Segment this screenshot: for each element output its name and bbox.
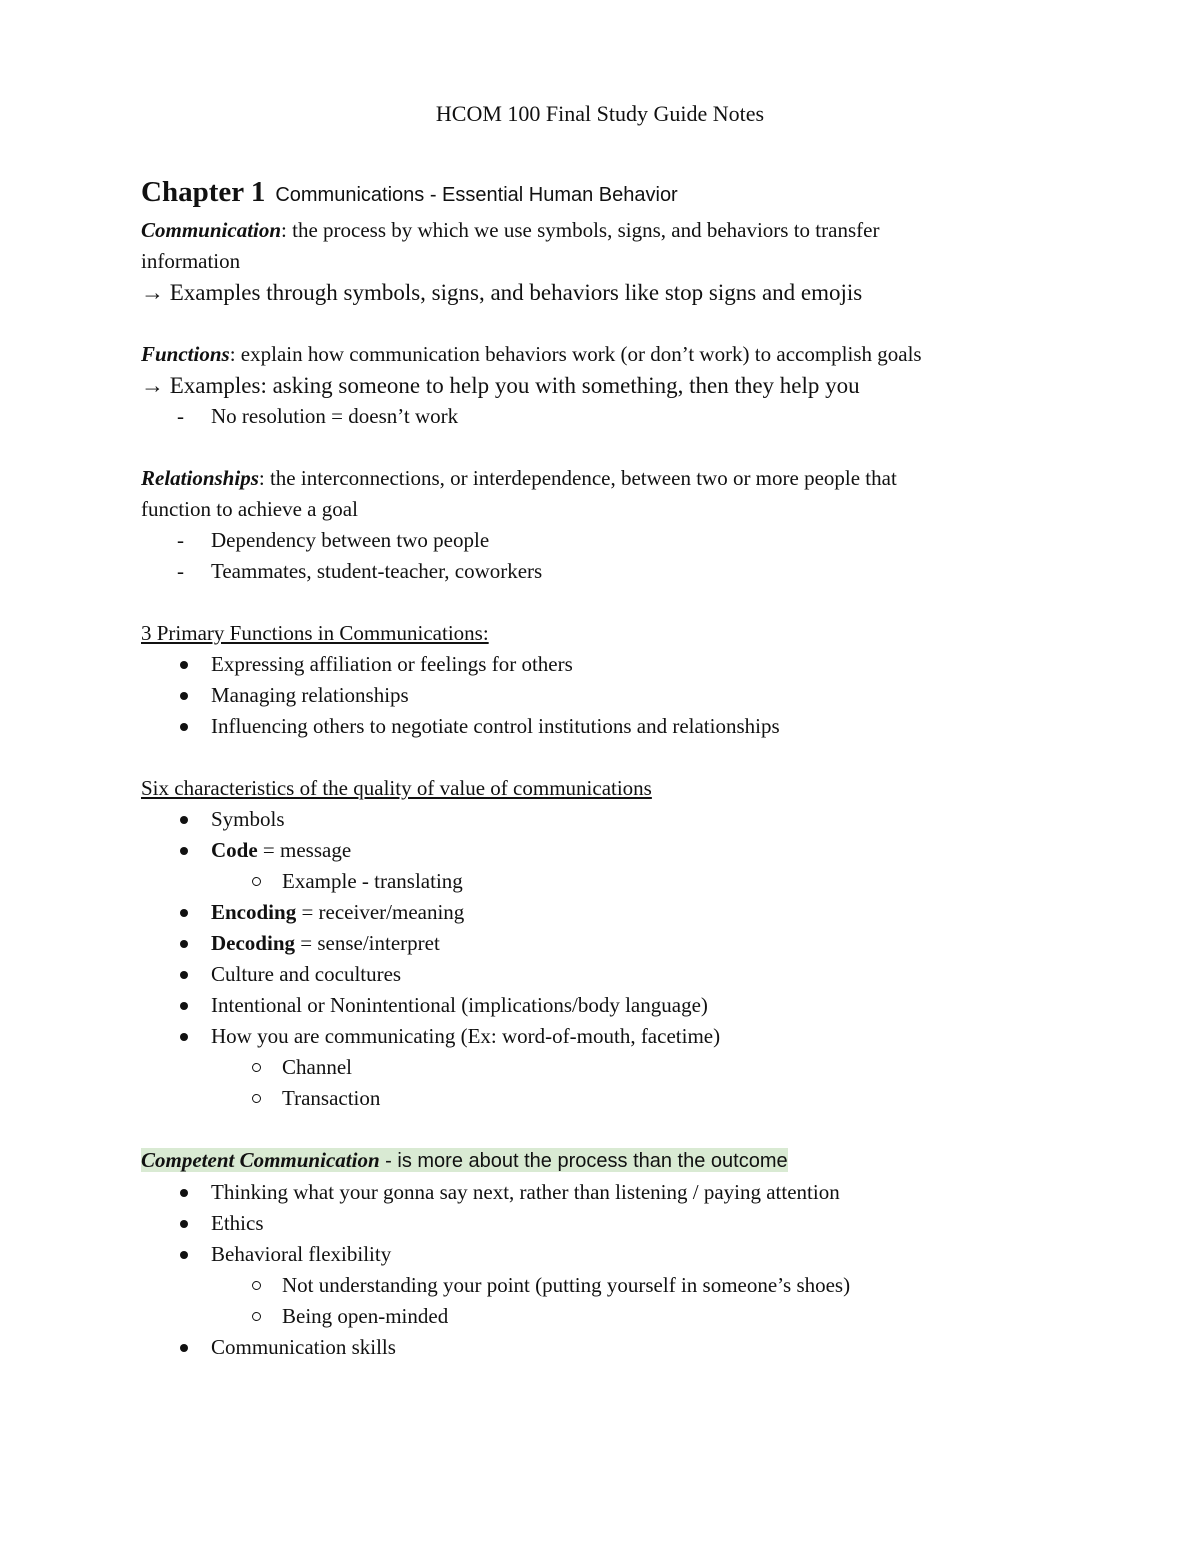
list-item (141, 649, 1041, 680)
list-item (141, 525, 1041, 556)
competent-definition-text: - is more about the process than the outcome (379, 1150, 788, 1172)
six-characteristics-heading: Six characteristics of the quality of value of communications (141, 776, 652, 800)
list-item-text: = sense/interpret (295, 931, 440, 955)
chapter-subtitle: Communications - Essential Human Behavior (275, 184, 678, 206)
bullet-icon (180, 661, 188, 669)
document-body (141, 172, 1041, 1363)
list-item (141, 835, 1041, 866)
bullet-icon (180, 1002, 188, 1010)
list-item-text: Intentional or Nonintentional (implications/body language) (211, 993, 708, 1017)
list-item-text: = message (257, 838, 352, 862)
primary-functions-heading: 3 Primary Functions in Communications: (141, 621, 489, 645)
list-item-text: Teammates, student-teacher, coworkers (211, 559, 543, 583)
dash-marker: - (177, 559, 184, 583)
list-item-text: Channel (282, 1055, 352, 1079)
communication-definition (141, 215, 1041, 246)
list-item-text: Expressing affiliation or feelings for others (211, 652, 573, 676)
list-item (141, 866, 1041, 897)
relationships-definition-text: : the interconnections, or interdependence, between two or more people that (258, 466, 897, 490)
list-item-text: Example - translating (282, 869, 463, 893)
communication-term: Communication (141, 218, 282, 242)
bullet-icon (180, 692, 188, 700)
spacer (141, 308, 1041, 339)
bullet-icon (180, 971, 188, 979)
bullet-icon (180, 1033, 188, 1041)
list-item-text: Managing relationships (211, 683, 409, 707)
list-item-text: Communication skills (211, 1335, 396, 1359)
list-item (141, 1270, 1041, 1301)
list-item-text: Being open-minded (282, 1304, 449, 1328)
list-item (141, 928, 1041, 959)
hollow-bullet-icon (252, 1281, 261, 1290)
code-term: Code (211, 838, 258, 862)
bullet-icon (180, 1220, 188, 1228)
functions-example: → Examples: asking someone to help you with something, then they help you (141, 373, 860, 398)
list-item-text: Thinking what your gonna say next, rather than listening / paying attention (211, 1180, 840, 1204)
decoding-term: Decoding (211, 931, 295, 955)
bullet-icon (180, 847, 188, 855)
list-item-text: Culture and cocultures (211, 962, 402, 986)
list-item (141, 990, 1041, 1021)
list-item (141, 401, 1041, 432)
competent-term: Competent Communication (141, 1148, 380, 1172)
list-item (141, 1083, 1041, 1114)
list-item (141, 804, 1041, 835)
spacer (141, 587, 1041, 618)
list-item (141, 897, 1041, 928)
communication-example: → Examples through symbols, signs, and behaviors like stop signs and emojis (141, 280, 863, 305)
list-item (141, 680, 1041, 711)
hollow-bullet-icon (252, 877, 261, 886)
list-item (141, 1332, 1041, 1363)
list-item (141, 1021, 1041, 1052)
list-item-text: No resolution = doesn’t work (211, 404, 459, 428)
relationships-term: Relationships (141, 466, 259, 490)
bullet-icon (180, 816, 188, 824)
list-item (141, 711, 1041, 742)
list-item-text: Ethics (211, 1211, 264, 1235)
bullet-icon (180, 1189, 188, 1197)
list-item-text: Symbols (211, 807, 285, 831)
list-item-text: Influencing others to negotiate control institutions and relationships (211, 714, 780, 738)
list-item-text: How you are communicating (Ex: word-of-mouth, facetime) (211, 1024, 721, 1048)
bullet-icon (180, 940, 188, 948)
bullet-icon (180, 723, 188, 731)
document-title: HCOM 100 Final Study Guide Notes (435, 101, 765, 126)
list-item-text: = receiver/meaning (296, 900, 465, 924)
dash-marker: - (177, 404, 184, 428)
relationships-definition-cont: function to achieve a goal (141, 497, 358, 521)
hollow-bullet-icon (252, 1063, 261, 1072)
chapter-number: Chapter 1 (141, 176, 266, 208)
spacer (141, 1114, 1041, 1145)
list-item (141, 556, 1041, 587)
functions-term: Functions (141, 342, 230, 366)
list-item-text: Transaction (282, 1086, 381, 1110)
communication-definition-text: : the process by which we use symbols, signs, and behaviors to transfer (281, 218, 880, 242)
chapter-heading (141, 172, 1041, 215)
functions-definition (141, 339, 1041, 370)
list-item (141, 1177, 1041, 1208)
list-item (141, 959, 1041, 990)
dash-marker: - (177, 528, 184, 552)
encoding-term: Encoding (211, 900, 297, 924)
list-item (141, 1239, 1041, 1270)
relationships-definition (141, 463, 1041, 494)
list-item-text: Behavioral flexibility (211, 1242, 392, 1266)
list-item (141, 1208, 1041, 1239)
bullet-icon (180, 909, 188, 917)
list-item (141, 1052, 1041, 1083)
hollow-bullet-icon (252, 1094, 261, 1103)
list-item-text: Not understanding your point (putting yourself in someone’s shoes) (282, 1273, 851, 1297)
spacer (141, 432, 1041, 463)
hollow-bullet-icon (252, 1312, 261, 1321)
list-item (141, 1301, 1041, 1332)
list-item-text: Dependency between two people (211, 528, 490, 552)
bullet-icon (180, 1344, 188, 1352)
functions-definition-text: : explain how communication behaviors work (or don’t work) to accomplish goals (229, 342, 922, 366)
communication-definition-cont: information (141, 249, 241, 273)
bullet-icon (180, 1251, 188, 1259)
competent-communication-heading (141, 1145, 1041, 1177)
spacer (141, 742, 1041, 773)
